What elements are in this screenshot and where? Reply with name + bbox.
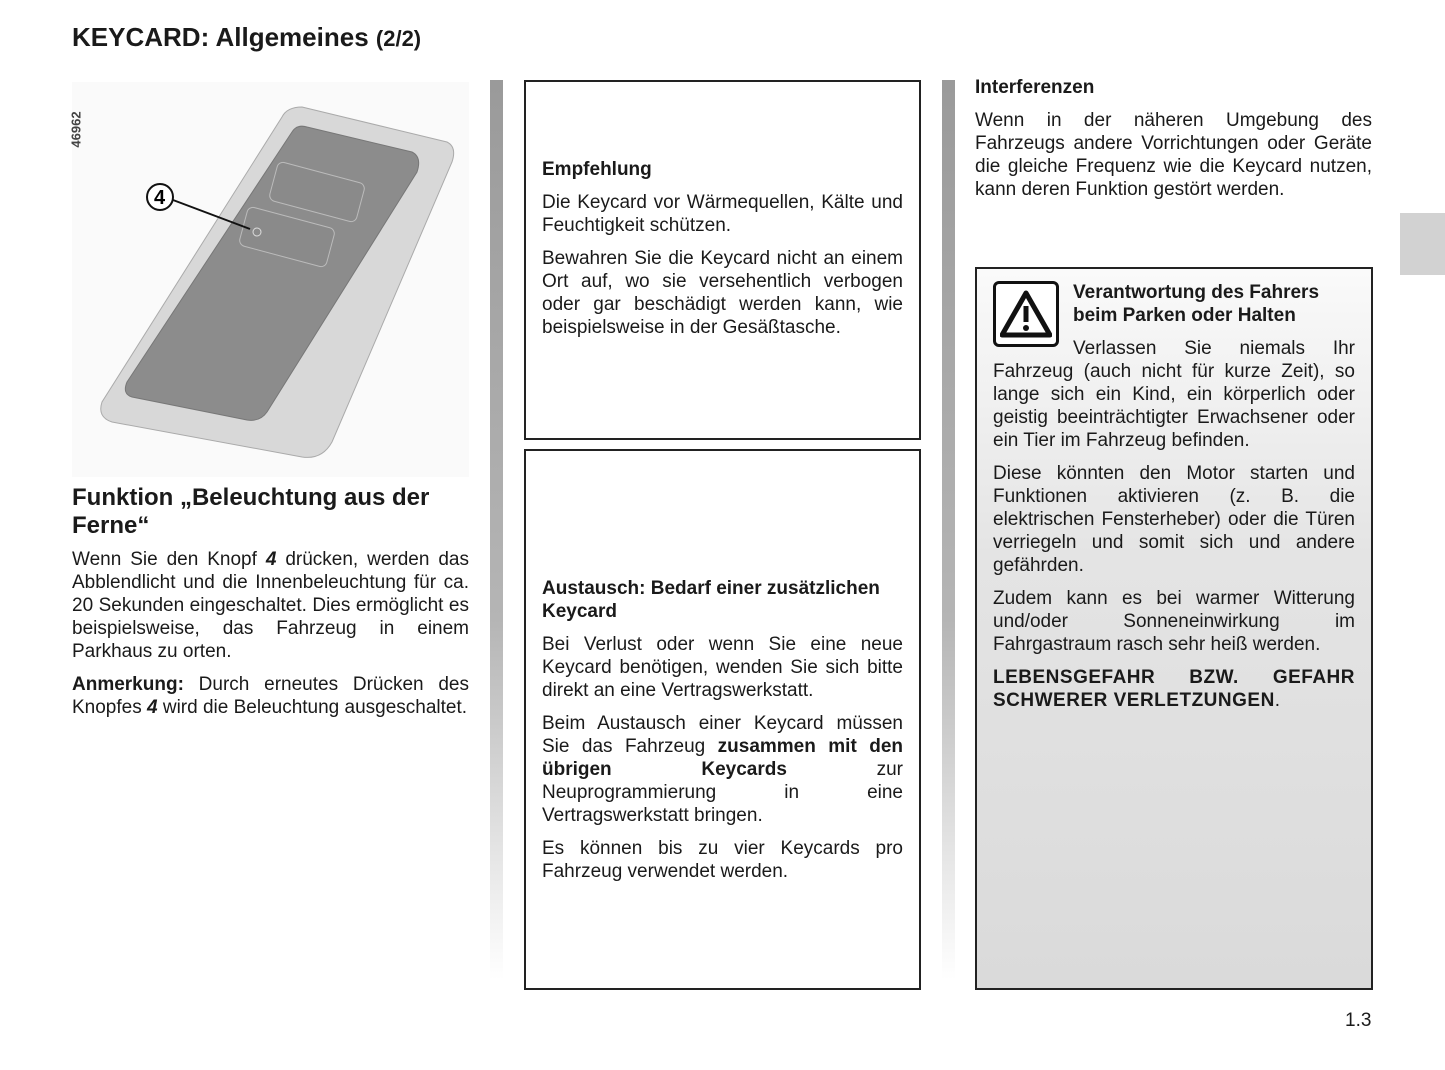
box-heading: Empfehlung bbox=[542, 159, 652, 180]
paragraph: Bewahren Sie die Keycard nicht an einem Ort auf, wo sie versehentlich verbogen oder gar beschädigt werden kann, wie beispielsweise in der Gesäßtasche. bbox=[542, 248, 903, 338]
warning-heading: Verantwortung des Fahrers beim Parken oder Halten bbox=[1073, 282, 1320, 326]
bold-text: zusammen mit den übrigen Keycards bbox=[542, 736, 903, 780]
text: wird die Beleuchtung ausgeschaltet. bbox=[157, 697, 468, 718]
warning-box bbox=[975, 267, 1373, 990]
danger-statement bbox=[993, 666, 1355, 712]
replacement-box bbox=[524, 449, 921, 990]
figure-ref-number: 46962 bbox=[68, 111, 84, 148]
text: drücken, werden das Abblendlicht und die Innenbeleuchtung für ca. 20 Sekunden eingeschaltet. Dies ermöglicht es beispielsweise, das Fahrzeug in einem Parkhaus zu orten. bbox=[72, 549, 469, 662]
paragraph: Diese könnten den Motor starten und Funktionen aktivieren (z. B. die elektrischen Fensterheber) oder die Türen verriegeln und somit sich und andere gefährden. bbox=[993, 463, 1355, 576]
column-divider bbox=[490, 80, 503, 980]
text: Wenn Sie den Knopf bbox=[72, 549, 266, 570]
section-heading: Funktion „Beleuchtung aus der Ferne“ bbox=[72, 484, 430, 539]
section-heading: Interferenzen bbox=[975, 77, 1095, 98]
note-paragraph bbox=[72, 673, 469, 719]
button-ref: 4 bbox=[147, 697, 158, 718]
text: . bbox=[1274, 690, 1281, 711]
remote-lighting-section bbox=[72, 484, 469, 729]
danger-text: LEBENSGEFAHR BZW. GEFAHR SCHWERER VERLETZUNGEN bbox=[993, 667, 1355, 711]
paragraph bbox=[72, 548, 469, 663]
paragraph: Wenn in der näheren Umgebung des Fahrzeugs andere Vorrichtungen oder Geräte die gleiche Frequenz wie die Keycard nutzen, kann deren Funktion gestört werden. bbox=[975, 110, 1372, 200]
text: zur Neuprogrammierung in eine Vertragswerkstatt bringen. bbox=[542, 759, 903, 826]
title-text: KEYCARD: Allgemeines bbox=[72, 22, 369, 52]
interference-section bbox=[975, 76, 1372, 211]
recommendation-box bbox=[524, 80, 921, 440]
paragraph: Zudem kann es bei warmer Witterung und/oder Sonneneinwirkung im Fahrgastraum rasch sehr heiß werden. bbox=[993, 588, 1355, 655]
title-suffix: (2/2) bbox=[375, 26, 422, 51]
keycard-illustration bbox=[68, 82, 469, 477]
callout-number: 4 bbox=[154, 187, 166, 209]
note-label: Anmerkung: bbox=[72, 674, 184, 695]
text: Durch erneutes Drücken des Knopfes bbox=[72, 674, 469, 718]
paragraph bbox=[542, 712, 903, 827]
button-ref: 4 bbox=[265, 549, 277, 570]
paragraph: Verlassen Sie niemals Ihr Fahrzeug (auch nicht für kurze Zeit), so lange sich ein Kind, ein körperlich oder geistig beeinträchtigter Erwachsener oder ein Tier im Fahrzeug befinden. bbox=[993, 338, 1355, 451]
page-number: 1.3 bbox=[1345, 1010, 1372, 1031]
page-title bbox=[72, 22, 421, 53]
chapter-tab bbox=[1400, 213, 1445, 275]
box-heading: Austausch: Bedarf einer zusätzlichen Keycard bbox=[542, 578, 880, 622]
warning-triangle-icon bbox=[993, 281, 1059, 347]
paragraph: Es können bis zu vier Keycards pro Fahrzeug verwendet werden. bbox=[542, 838, 903, 882]
paragraph: Bei Verlust oder wenn Sie eine neue Keycard benötigen, wenden Sie sich bitte direkt an eine Vertragswerkstatt. bbox=[542, 634, 903, 701]
keycard-image bbox=[72, 82, 469, 477]
paragraph: Die Keycard vor Wärmequellen, Kälte und Feuchtigkeit schützen. bbox=[542, 192, 903, 236]
column-divider bbox=[942, 80, 955, 980]
text: Beim Austausch einer Keycard müssen Sie das Fahrzeug bbox=[542, 713, 903, 757]
